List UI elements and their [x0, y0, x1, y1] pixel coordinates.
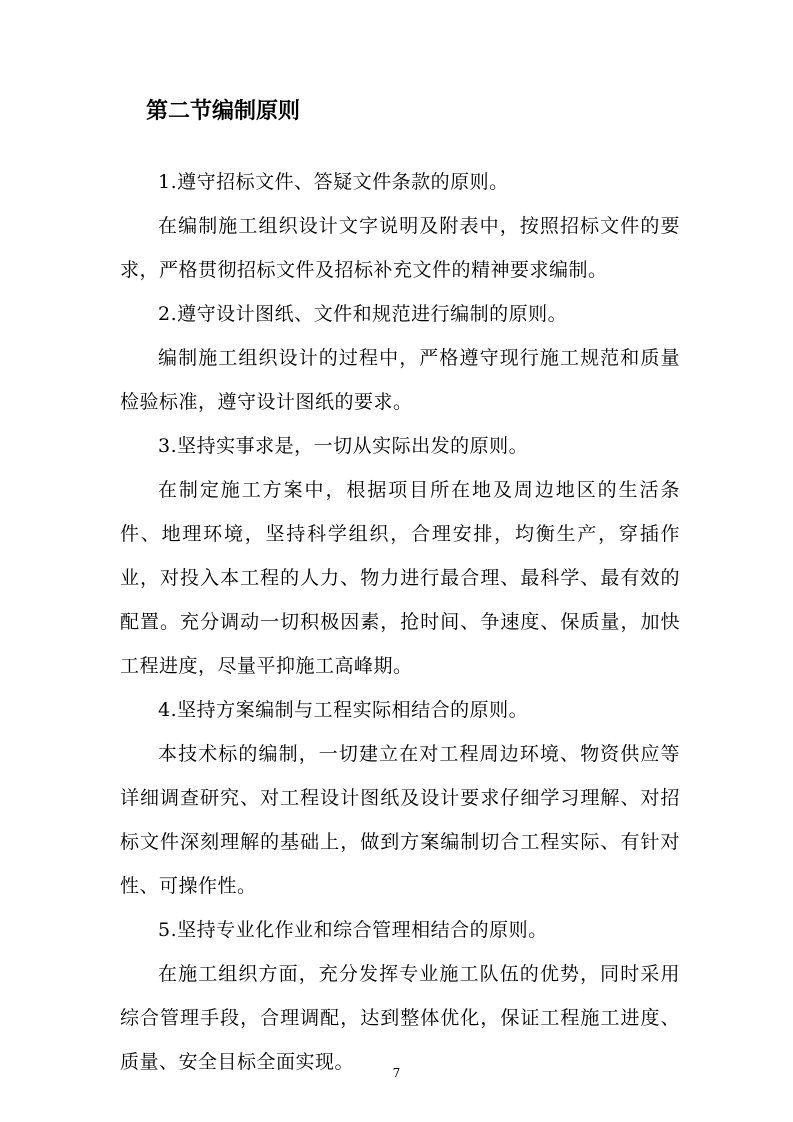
- principle-3-heading: 3.坚持实事求是，一切从实际出发的原则。: [158, 435, 529, 457]
- section-title: 第二节编制原则: [146, 99, 301, 124]
- principle-5-text: 在施工组织方面，充分发挥专业施工队伍的优势，同时采用综合管理手段，合理调配，达到整体优化，保证工程施工进度、质量、安全目标全面实现。: [120, 963, 680, 1073]
- principle-4-heading: 4.坚持方案编制与工程实际相结合的原则。: [158, 699, 529, 721]
- principle-2-heading: 2.遵守设计图纸、文件和规范进行编制的原则。: [158, 303, 568, 325]
- principle-1-heading: 1.遵守招标文件、答疑文件条款的原则。: [158, 171, 509, 193]
- principle-2-text: 编制施工组织设计的过程中，严格遵守现行施工规范和质量检验标准，遵守设计图纸的要求。: [120, 347, 680, 413]
- principle-1-text: 在编制施工组织设计文字说明及附表中，按照招标文件的要求，严格贯彻招标文件及招标补充文件的精神要求编制。: [120, 215, 680, 281]
- page-number: 7: [392, 1066, 401, 1080]
- principle-5-heading: 5.坚持专业化作业和综合管理相结合的原则。: [158, 919, 548, 941]
- body-text: [120, 160, 680, 1084]
- principle-3-text: 在制定施工方案中，根据项目所在地及周边地区的生活条件、地理环境，坚持科学组织，合理安排，均衡生产，穿插作业，对投入本工程的人力、物力进行最合理、最科学、最有效的配置。充分调动一切积极因素，抢时间、争速度、保质量，加快工程进度，尽量平抑施工高峰期。: [120, 479, 680, 677]
- principle-4-text: 本技术标的编制，一切建立在对工程周边环境、物资供应等详细调查研究、对工程设计图纸及设计要求仔细学习理解、对招标文件深刻理解的基础上，做到方案编制切合工程实际、有针对性、可操作性。: [120, 743, 680, 897]
